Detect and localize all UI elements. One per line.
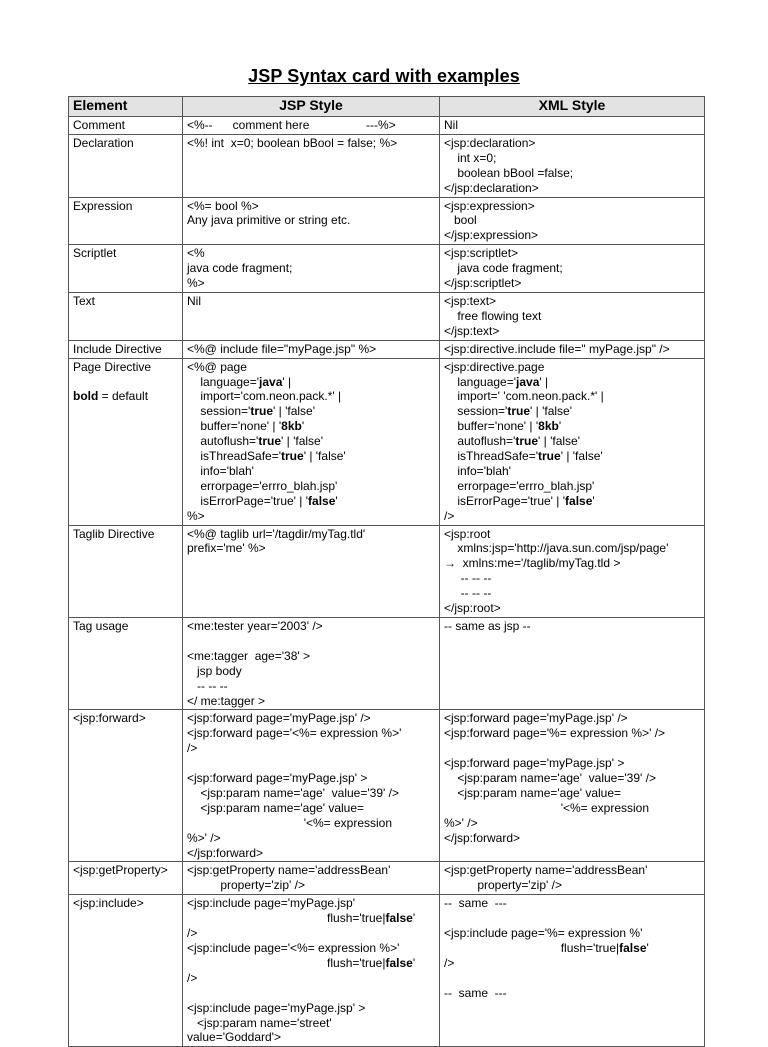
cell-line: -- same --- <box>444 896 507 911</box>
element-cell <box>69 134 183 197</box>
cell-line: value='Goddard'> <box>187 1030 281 1045</box>
cell-line: autoflush='true' | 'false' <box>444 434 581 449</box>
cell-line: <jsp:include> <box>73 896 144 911</box>
cell-line: %>' /> <box>444 815 478 830</box>
jsp-style-cell <box>183 358 440 525</box>
cell-line: session='true' | 'false' <box>187 404 316 419</box>
cell-line <box>187 166 435 181</box>
cell-line: <jsp:getProperty> <box>73 863 168 878</box>
cell-line: <jsp:include page='myPage.jsp' > <box>187 1000 366 1015</box>
cell-line: <jsp:param name='street' <box>187 1015 332 1030</box>
cell-line: /> <box>187 926 198 941</box>
element-cell <box>69 197 183 245</box>
element-cell <box>69 710 183 862</box>
cell-line: -- same --- <box>444 985 507 1000</box>
jsp-style-cell <box>183 862 440 895</box>
cell-line: <jsp:forward page='%= expression %>' /> <box>444 726 666 741</box>
cell-line: Declaration <box>73 135 134 150</box>
cell-line: <jsp:declaration> <box>444 135 536 150</box>
table-row <box>69 618 705 710</box>
table-row <box>69 710 705 862</box>
cell-line: <% <box>187 246 205 261</box>
xml-style-cell <box>440 245 705 293</box>
cell-line: Taglib Directive <box>73 526 155 541</box>
cell-line: <jsp:param name='age' value='39' /> <box>187 785 399 800</box>
jsp-style-cell <box>183 292 440 340</box>
xml-style-cell <box>440 618 705 710</box>
cell-line: autoflush='true' | 'false' <box>187 434 324 449</box>
cell-line: flush='true|false' <box>444 940 649 955</box>
xml-style-cell <box>440 358 705 525</box>
table-row <box>69 245 705 293</box>
cell-line: </jsp:forward> <box>444 830 521 845</box>
cell-line <box>444 971 700 986</box>
cell-line: errorpage='errro_blah.jsp' <box>187 478 338 493</box>
element-cell <box>69 292 183 340</box>
cell-line: info='blah' <box>444 463 511 478</box>
cell-line: </ me:tagger > <box>187 693 266 708</box>
jsp-style-cell <box>183 197 440 245</box>
cell-line: %> <box>187 508 205 523</box>
cell-line: <jsp:forward page='myPage.jsp' /> <box>444 711 628 726</box>
cell-line: Text <box>73 293 96 308</box>
jsp-style-cell <box>183 895 440 1047</box>
cell-line: -- -- -- <box>444 586 492 601</box>
cell-line: property='zip' /> <box>187 878 305 893</box>
cell-line: /> <box>444 508 455 523</box>
cell-line: <jsp:forward page='myPage.jsp' > <box>444 756 625 771</box>
cell-line: import='com.neon.pack.*' | <box>187 389 342 404</box>
cell-line: <%= bool %> <box>187 198 259 213</box>
cell-line: <jsp:root <box>444 526 491 541</box>
cell-line: <jsp:forward> <box>73 711 146 726</box>
cell-line: <jsp:getProperty name='addressBean' <box>444 863 648 878</box>
table-header-row <box>69 97 705 117</box>
cell-line: </jsp:declaration> <box>444 180 539 195</box>
cell-line: boolean bBool =false; <box>444 165 574 180</box>
xml-style-cell <box>440 525 705 617</box>
cell-line: session='true' | 'false' <box>444 404 573 419</box>
element-cell <box>69 358 183 525</box>
cell-line: '<%= expression <box>444 800 650 815</box>
cell-line: <jsp:include page='myPage.jsp' <box>187 896 356 911</box>
table-row <box>69 197 705 245</box>
xml-style-cell <box>440 895 705 1047</box>
syntax-table <box>68 96 705 1047</box>
cell-line: <jsp:expression> <box>444 198 535 213</box>
cell-line: java code fragment; <box>187 261 293 276</box>
cell-line: isErrorPage='true' | 'false' <box>187 493 338 508</box>
cell-line: Expression <box>73 198 133 213</box>
cell-line: <%@ page <box>187 359 247 374</box>
table-row <box>69 358 705 525</box>
table-row <box>69 117 705 135</box>
cell-line: Page Directive <box>73 359 152 374</box>
cell-line: jsp body <box>187 663 242 678</box>
xml-style-cell <box>440 862 705 895</box>
cell-line: buffer='none' | '8kb' <box>444 419 562 434</box>
cell-line: %>' /> <box>187 830 221 845</box>
cell-line <box>444 741 700 756</box>
cell-line: Comment <box>73 118 126 132</box>
jsp-style-cell <box>183 245 440 293</box>
cell-line: -- same as jsp -- <box>444 619 531 633</box>
cell-line: /> <box>187 741 198 756</box>
cell-line <box>187 986 435 1001</box>
jsp-style-cell <box>183 117 440 135</box>
header-jsp-style: JSP Style <box>183 97 440 117</box>
cell-line: <jsp:include page='<%= expression %>' <box>187 941 400 955</box>
cell-line: Any java primitive or string etc. <box>187 213 351 228</box>
cell-line: <jsp:getProperty name='addressBean' <box>187 863 391 878</box>
cell-line: xmlns:jsp='http://java.sun.com/jsp/page' <box>444 541 669 556</box>
xml-style-cell <box>440 197 705 245</box>
cell-line <box>444 911 700 926</box>
xml-style-cell <box>440 340 705 358</box>
jsp-style-cell <box>183 525 440 617</box>
cell-line: Nil <box>187 293 201 308</box>
element-cell <box>69 618 183 710</box>
cell-line: <jsp:scriptlet> <box>444 246 519 261</box>
table-row <box>69 862 705 895</box>
cell-line: <jsp:param name='age' value='39' /> <box>444 771 656 786</box>
cell-line: -- -- -- <box>187 678 228 693</box>
cell-line: Include Directive <box>73 341 162 356</box>
cell-line: errorpage='errro_blah.jsp' <box>444 478 595 493</box>
cell-line: </jsp:expression> <box>444 228 539 243</box>
cell-line: <jsp:forward page='myPage.jsp' > <box>187 771 368 786</box>
cell-line: </jsp:text> <box>444 323 500 338</box>
table-row <box>69 895 705 1047</box>
cell-line <box>187 634 435 649</box>
xml-style-cell <box>440 134 705 197</box>
jsp-style-cell <box>183 618 440 710</box>
cell-line: <%@ taglib url='/tagdir/myTag.tld' <box>187 526 366 541</box>
cell-line: bool <box>444 213 477 228</box>
cell-line: /> <box>187 970 198 985</box>
cell-line: Scriptlet <box>73 246 117 261</box>
cell-line: isThreadSafe='true' | 'false' <box>444 449 603 464</box>
jsp-style-cell <box>183 710 440 862</box>
cell-line: <jsp:param name='age' value= <box>444 785 622 800</box>
jsp-style-cell <box>183 340 440 358</box>
cell-line: int x=0; <box>444 150 497 165</box>
cell-line: -- -- -- <box>444 571 492 586</box>
cell-line: Tag usage <box>73 619 129 633</box>
element-cell <box>69 895 183 1047</box>
cell-line: %> <box>187 276 205 291</box>
cell-line: language='java' | <box>187 374 292 389</box>
cell-line: prefix='me' %> <box>187 541 266 556</box>
cell-line: java code fragment; <box>444 261 563 276</box>
cell-line: '<%= expression <box>187 815 393 830</box>
cell-line: <jsp:include page='%= expression %' <box>444 926 643 941</box>
cell-line: <jsp:forward page='<%= expression %>' <box>187 726 402 741</box>
element-cell <box>69 245 183 293</box>
cell-line: <jsp:forward page='myPage.jsp' /> <box>187 711 371 726</box>
element-cell <box>69 340 183 358</box>
element-cell <box>69 117 183 135</box>
cell-line: </jsp:scriptlet> <box>444 276 522 291</box>
cell-line: <%-- comment here ---%> <box>187 118 396 132</box>
cell-line: import=' 'com.neon.pack.*' | <box>444 389 604 404</box>
cell-line: info='blah' <box>187 463 254 478</box>
xml-style-cell <box>440 710 705 862</box>
cell-line: <jsp:directive.page <box>444 359 545 374</box>
cell-line: </jsp:forward> <box>187 845 264 860</box>
cell-line: language='java' | <box>444 374 549 389</box>
cell-line: <%! int x=0; boolean bBool = false; %> <box>187 135 398 150</box>
header-xml-style: XML Style <box>440 97 705 117</box>
cell-line: free flowing text <box>444 308 542 323</box>
cell-line: → xmlns:me='/taglib/myTag.tld > <box>444 556 621 571</box>
cell-line: <%@ include file="myPage.jsp" %> <box>187 341 377 356</box>
cell-line: isErrorPage='true' | 'false' <box>444 493 595 508</box>
xml-style-cell <box>440 117 705 135</box>
table-row <box>69 525 705 617</box>
cell-line: buffer='none' | '8kb' <box>187 419 305 434</box>
cell-line: property='zip' /> <box>444 878 562 893</box>
cell-line: isThreadSafe='true' | 'false' <box>187 449 346 464</box>
element-cell <box>69 862 183 895</box>
cell-line: flush='true|false' <box>187 911 416 926</box>
jsp-style-cell <box>183 134 440 197</box>
cell-line: <me:tester year='2003' /> <box>187 619 323 633</box>
cell-line: <jsp:directive.include file=" myPage.jsp" /> <box>444 341 670 356</box>
page-title: JSP Syntax card with examples <box>248 66 520 86</box>
cell-line: <jsp:text> <box>444 293 497 308</box>
cell-line: bold = default <box>73 389 149 404</box>
cell-line: </jsp:root> <box>444 601 501 616</box>
cell-line <box>187 756 435 771</box>
cell-line: <me:tagger age='38' > <box>187 648 311 663</box>
cell-line: Nil <box>444 118 458 132</box>
table-row <box>69 292 705 340</box>
cell-line <box>73 375 178 390</box>
element-cell <box>69 525 183 617</box>
cell-line <box>187 151 435 166</box>
cell-line: flush='true|false' <box>187 955 416 970</box>
xml-style-cell <box>440 292 705 340</box>
table-row <box>69 340 705 358</box>
table-row <box>69 134 705 197</box>
cell-line: <jsp:param name='age' value= <box>187 800 365 815</box>
header-element: Element <box>69 97 183 117</box>
cell-line: /> <box>444 955 455 970</box>
